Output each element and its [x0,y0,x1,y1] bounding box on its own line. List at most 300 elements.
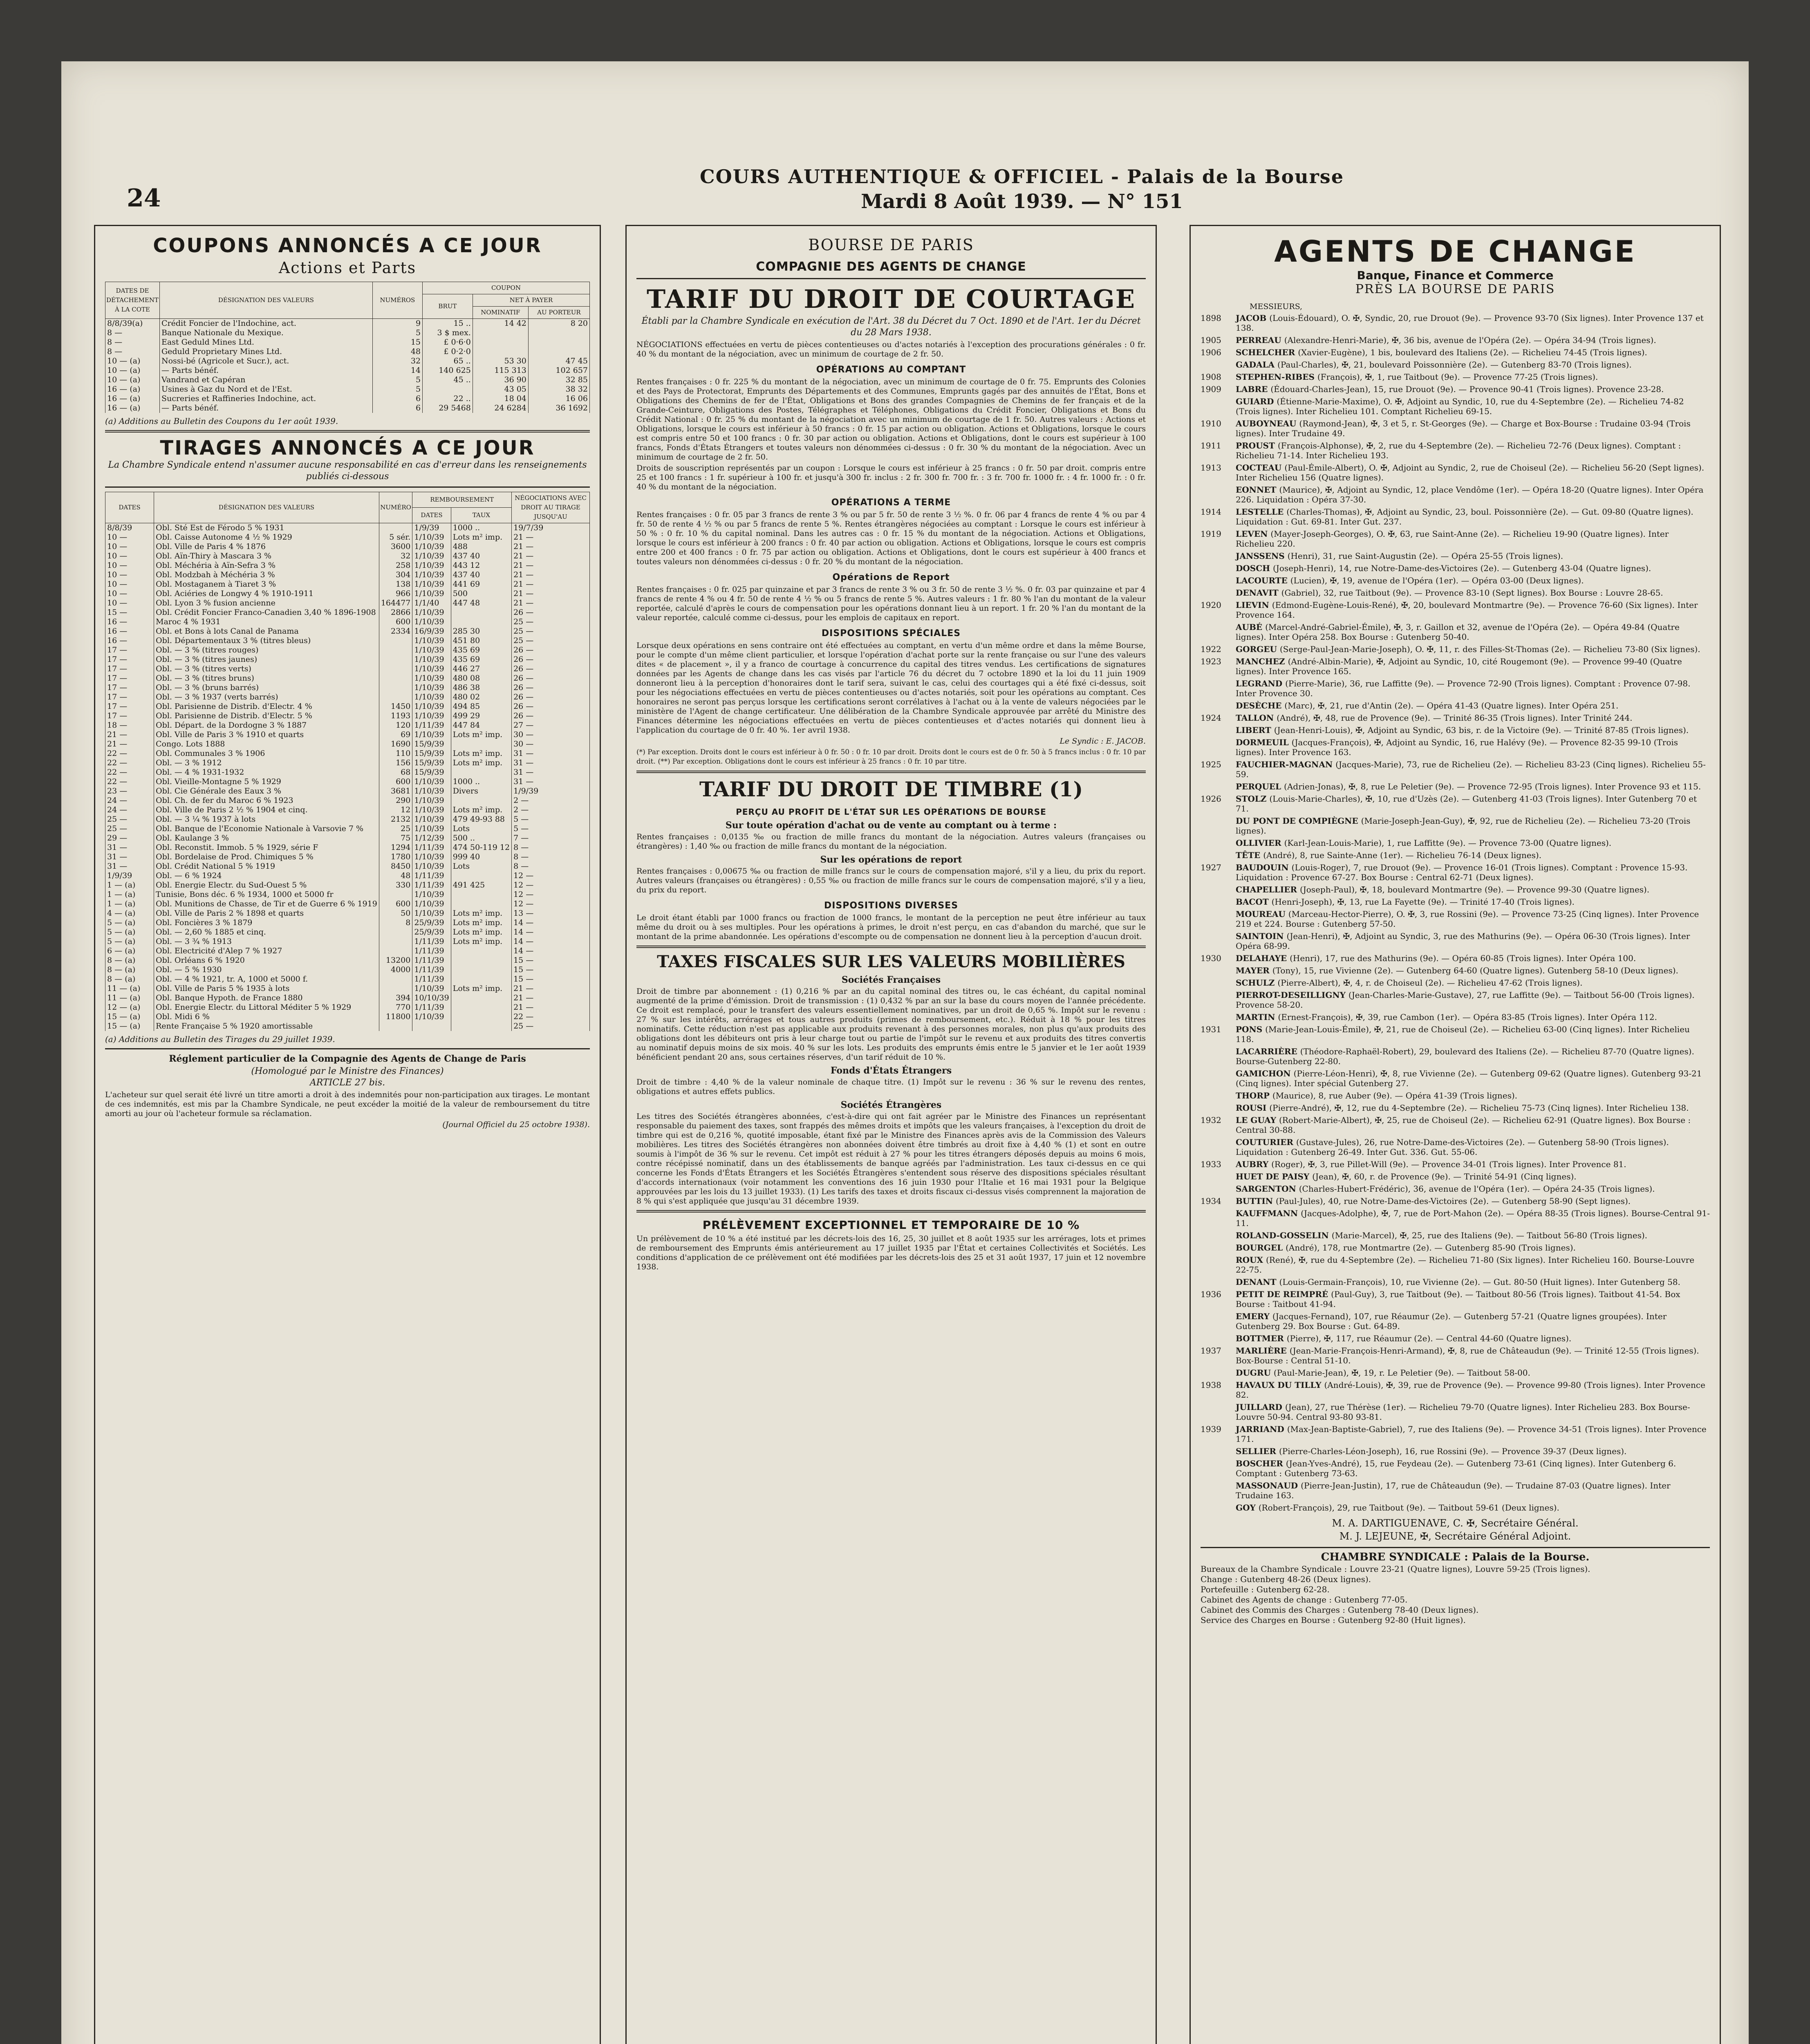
cell-negociation: 31 — [512,777,590,787]
cell-number [379,674,412,683]
agent-year: 1931 [1201,1024,1221,1034]
cell-negociation: 26 — [512,711,590,721]
agent-details: (Maurice), ✠, Adjoint au Syndic, 12, place Vendôme (1er). — Opéra 18-20 (Quatre lignes). Inter Opéra 226. Liquidation : Opéra 37-30. [1236,485,1704,504]
cell-designation: Obl. Lyon 3 % fusion ancienne [154,598,379,608]
table-row [105,683,590,693]
agent-year: 1934 [1201,1196,1221,1206]
cell-number: 32 [372,356,422,366]
col-nominatif: NOMINATIF [473,307,528,319]
cell-nominatif: 53 30 [473,356,528,366]
table-row [105,645,590,655]
cell-number: 13200 [379,956,412,965]
cell-remb-date: 1/10/39 [412,655,451,664]
cell-designation: Crédit Foncier de l'Indochine, act. [159,319,372,329]
cell-remb-date: 1/10/39 [412,542,451,551]
cell-remb-date: 1/10/39 [412,533,451,542]
chamber-line: Cabinet des Commis des Charges : Gutenberg 78-40 (Deux lignes). [1201,1605,1479,1615]
cell-taux: Lots m² imp. [451,918,511,928]
agent-entry [1201,1137,1710,1157]
agent-details: (Charles-Thomas), ✠, Adjoint au Syndic, 23, boul. Poissonnière (2e). — Gut. 09-80 (Quatre lignes). Liquidation : Gut. 69-81. Inter Gut. 237. [1236,507,1694,527]
agent-name: MOUREAU [1236,909,1288,919]
taxes-title: TAXES FISCALES SUR LES VALEURS MOBILIÈRES [657,952,1125,971]
cell-taux: Lots [451,824,511,834]
cell-brut: 3 $ mex. [423,328,473,338]
coupons-body [105,319,590,413]
cell-negociation: 8 — [512,843,590,852]
cell-nominatif: 43 05 [473,385,528,394]
cell-designation: Congo. Lots 1888 [154,740,379,749]
agent-entry [1201,1311,1710,1331]
agent-details: (Pierre-Jean-Justin), 17, rue de Châteaudun (9e). — Trudaine 87-03 (Quatre lignes). Inter Trudaine 163. [1236,1481,1671,1500]
cell-date: 10 — [105,598,154,608]
agent-name: MAYER [1236,966,1272,975]
agent-year: 1925 [1201,760,1221,769]
agent-name: ROUSI [1236,1103,1270,1113]
cell-negociation: 8 — [512,852,590,862]
cell-date: 17 — [105,693,154,702]
cell-porteur: 8 20 [528,319,589,329]
cell-date: 31 — [105,852,154,862]
cell-designation: Obl. Bordelaise de Prod. Chimiques 5 % [154,852,379,862]
cell-negociation: 19/7/39 [512,523,590,533]
negociations-text: NÉGOCIATIONS effectuées en vertu de pièces contentieuses ou d'actes notariés à l'exception des procurations générales : 0 fr. 40 % du montant de la négociation, avec un minimum de courtage de 2 fr. 50. [636,340,1146,359]
comptant-text: Rentes françaises : 0 fr. 225 % du montant de la négociation, avec un minimum de courtage de 0 fr. 75. Emprunts des Colonies et des Pays de Protectorat, Emprunts des Départements et des Communes, Emprunts gagés par des annuités de l'État, Bons et Obligations des Chemins de fer de l'État, Obligations et Bons des grandes Compagnies de Chemins de fer français et de la Grande-Ceinture, Obligations des Postes, Télégraphes et Téléphones, Obligations du Crédit Foncier, Obligations et Bons du Crédit National : 0 fr. 25 % du montant de la négociation avec un minimum de courtage de 1 fr. 50. Autres valeurs : Actions et Obligations, lorsque le cours est inférieur à 50 francs : 0 fr. 15 par action ou obligation. Actions et Obligations, lorsque le cours est compris entre 50 et 100 francs : 0 fr. 30 par action ou obligation. Actions et Obligations, dont le cours est supérieur à 100 francs, Fonds d'États Étrangers et toutes valeurs non dénommées ci-dessus : 0 fr. 30 % du montant de la négociation. Avec un minimum de courtage de 2 fr. 50. [636,377,1146,462]
agent-details: (Henri), 31, rue Saint-Augustin (2e). — Opéra 25-55 (Trois lignes). [1287,551,1564,561]
agent-name: EMERY [1236,1311,1272,1321]
cell-taux: 451 80 [451,636,511,645]
cell-designation: Obl. Crédit National 5 % 1919 [154,862,379,871]
agent-entry [1201,931,1710,951]
cell-designation: Obl. Foncières 3 % 1879 [154,918,379,928]
cell-taux [451,871,511,881]
agent-name: BAUDOUIN [1236,863,1292,872]
cell-date: 23 — [105,787,154,796]
cell-negociation: 26 — [512,693,590,702]
divider [105,486,590,488]
cell-remb-date: 1/10/39 [412,589,451,598]
col-remb-dates: DATES [412,508,451,523]
agent-details: (Théodore-Raphaël-Robert), 29, boulevard des Italiens (2e). — Richelieu 87-70 (Quatre lignes). Bourse-Gutenberg 22-80. [1236,1047,1694,1066]
table-row [105,824,590,834]
cell-taux: 443 12 [451,561,511,570]
agent-entry [1201,863,1710,882]
table-row [105,956,590,965]
cell-taux: Lots m² imp. [451,749,511,758]
soc-fr-text: Droit de timbre par abonnement : (1) 0,216 % par an du capital nominal des titres ou, le cas échéant, du capital nominal augmenté de la prime d'émission. Droit de transmission : (1) 0,432 % par an sur la base du cours moyen de l'année précédente. Ce droit est remplacé, pour le transfert des valeurs essentiellement nominatives, par un droit de 0,65 %. Impôt sur le revenu : 27 % sur les intérêts, arrérages et tous autres produits (primes de remboursement, etc.). Réduit à 18 % pour les titres nominatifs. Cette réduction n'est pas applicable aux produits revenant à des personnes morales, non plus qu'aux produits des obligations dont les débiteurs ont pris à leur charge tout ou partie de l'impôt sur le revenu et aux produits des titres convertis au nominatif depuis moins de six mois. 40 % sur les lots. Les produits des emprunts émis entre le 5 janvier et le 1er août 1939 bénéficient pendant 20 ans, sous certaines réserves, d'un tarif réduit de 10 %. [636,987,1146,1062]
agent-entry [1201,966,1710,975]
tirages-table [105,492,590,1031]
cell-remb-date: 1/10/39 [412,984,451,993]
cell-date: 1 — (a) [105,890,154,899]
cell-nominatif: 14 42 [473,319,528,329]
cell-number [379,946,412,956]
cell-number: 9 [372,319,422,329]
agent-name: DENAVIT [1236,588,1281,598]
cell-designation: Obl. — 3 % (titres rouges) [154,645,379,655]
agent-entry [1201,1334,1710,1343]
agent-entry [1201,657,1710,676]
chamber-line: Portefeuille : Gutenberg 62-28. [1201,1585,1330,1594]
agent-year: 1923 [1201,657,1221,666]
timbre-report-head: Sur les opérations de report [820,854,962,865]
agent-name: CHAPELLIER [1236,885,1300,894]
table-row [105,664,590,674]
agent-details: (Jacques-Adolphe), ✠, 7, rue de Port-Mahon (2e). — Opéra 88-35 (Trois lignes). Bourse-Central 91-11. [1236,1208,1710,1228]
agent-details: (Henri-Joseph), ✠, 13, rue La Fayette (9e). — Trinité 17-40 (Trois lignes). [1271,897,1575,907]
cell-taux [451,1022,511,1031]
cell-date: 16 — [105,617,154,627]
cell-number: 8450 [379,862,412,871]
cell-date: 16 — (a) [105,403,160,413]
cell-remb-date: 15/9/39 [412,768,451,777]
agent-details: (Jean-Yves-André), 15, rue Feydeau (2e). — Gutenberg 73-61 (Cinq lignes). Inter Gutenberg 6. Comptant : Gutenberg 73-63. [1236,1459,1676,1478]
agent-entry [1201,782,1710,791]
agent-entry [1201,419,1710,438]
cell-negociation: 12 — [512,899,590,909]
agent-details: (Ernest-François), ✠, 39, rue Cambon (1er). — Opéra 83-85 (Trois lignes). Inter Opéra 112. [1278,1012,1657,1022]
cell-remb-date: 16/9/39 [412,627,451,636]
cell-designation: Obl. — 5 % 1930 [154,965,379,975]
cell-taux: 499 29 [451,711,511,721]
cell-number [379,975,412,984]
col-net: NET À PAYER [473,294,589,307]
cell-remb-date: 1/11/39 [412,1003,451,1012]
cell-designation: Obl. Ville de Paris 3 % 1910 et quarts [154,730,379,740]
table-row [105,702,590,711]
agent-name: JUILLARD [1236,1402,1285,1412]
cell-designation: Obl. Caisse Autonome 4 ½ % 1929 [154,533,379,542]
agent-entry [1201,1159,1710,1169]
cell-negociation: 21 — [512,533,590,542]
agent-entry [1201,1255,1710,1275]
agent-details: (Paul-Charles), ✠, 21, boulevard Poissonnière (2e). — Gutenberg 83-70 (Trois lignes). [1277,360,1632,370]
cell-remb-date: 1/11/39 [412,946,451,956]
agent-entry [1201,701,1710,710]
cell-date: 15 — (a) [105,1012,154,1022]
agent-name: JARRIAND [1236,1424,1287,1434]
cell-remb-date: 1/1/40 [412,598,451,608]
cell-date: 8 — (a) [105,975,154,984]
cell-date: 17 — [105,683,154,693]
cell-designation: Obl. Banque Hypoth. de France 1880 [154,993,379,1003]
cell-remb-date: 25/9/39 [412,928,451,937]
cell-negociation: 31 — [512,768,590,777]
agent-name: DESÈCHE [1236,701,1285,710]
divider [636,771,1146,773]
cell-negociation: 21 — [512,984,590,993]
agent-entry [1201,885,1710,894]
cell-designation: Obl. Crédit Foncier Franco-Canadien 3,40 % 1896-1908 [154,608,379,617]
agent-name: LEVEN [1236,529,1271,539]
agent-entry [1201,1047,1710,1066]
cell-negociation: 21 — [512,1003,590,1012]
agent-details: (Tony), 15, rue Vivienne (2e). — Gutenberg 64-60 (Quatre lignes). Gutenberg 58-10 (Deux lignes). [1272,966,1678,975]
agent-entry [1201,794,1710,814]
cell-designation: Obl. Electricité d'Alep 7 % 1927 [154,946,379,956]
cell-porteur [528,328,589,338]
cell-designation: Obl. Cie Générale des Eaux 3 % [154,787,379,796]
cell-remb-date: 1/10/39 [412,617,451,627]
table-row [105,356,590,366]
cell-negociation: 12 — [512,890,590,899]
agent-details: (André), 178, rue Montmartre (2e). — Gutenberg 85-90 (Trois lignes). [1286,1243,1576,1253]
table-row [105,730,590,740]
cell-remb-date: 1/10/39 [412,608,451,617]
cell-date: 22 — [105,777,154,787]
chamber-line: Bureaux de la Chambre Syndicale : Louvre 23-21 (Quatre lignes), Louvre 59-25 (Trois lignes). [1201,1564,1590,1574]
cell-designation: Maroc 4 % 1931 [154,617,379,627]
col-porteur: AU PORTEUR [528,307,589,319]
cell-negociation: 14 — [512,918,590,928]
cell-taux: Divers [451,787,511,796]
cell-number: 3681 [379,787,412,796]
cell-taux: 494 85 [451,702,511,711]
col-remb-taux: TAUX [451,508,511,523]
table-row [105,937,590,946]
agent-name: HAVAUX DU TILLY [1236,1380,1324,1390]
cell-negociation: 2 — [512,805,590,815]
table-row [105,551,590,561]
agent-year: 1910 [1201,419,1221,428]
table-row [105,768,590,777]
cell-number: 770 [379,1003,412,1012]
cell-negociation: 21 — [512,551,590,561]
agent-details: (Pierre-André), ✠, 12, rue du 4-Septembre (2e). — Richelieu 75-73 (Cinq lignes). Inter Richelieu 138. [1269,1103,1689,1113]
agent-name: LIBERT [1236,725,1274,735]
agent-details: (Jacques-François), ✠, Adjoint au Syndic, 16, rue Halévy (9e). — Provence 82-35 99-10 (Trois lignes). Inter Provence 163. [1236,737,1678,757]
cell-number: 5 [372,328,422,338]
table-row [105,852,590,862]
table-row [105,890,590,899]
coupons-subtitle: Actions et Parts [278,259,417,277]
cell-designation: Obl. Parisienne de Distrib. d'Electr. 5 % [154,711,379,721]
cell-number: 2334 [379,627,412,636]
agent-name: OLLIVIER [1236,838,1284,848]
table-row [105,928,590,937]
cell-designation: Obl. — 3 % (titres jaunes) [154,655,379,664]
cell-date: 25 — [105,824,154,834]
agent-name: PERREAU [1236,335,1284,345]
agent-entry [1201,1230,1710,1240]
agent-details: (Louis-Germain-François), 10, rue Vivienne (2e). — Gut. 80-50 (Huit lignes). Inter Gutenberg 58. [1279,1277,1680,1287]
agent-entry [1201,563,1710,573]
agent-year: 1908 [1201,372,1221,382]
cell-date: 15 — (a) [105,1022,154,1031]
cell-designation: Obl. — 3 % 1937 (verts barrés) [154,693,379,702]
cell-designation: Rente Française 5 % 1920 amortissable [154,1022,379,1031]
agent-entry [1201,1368,1710,1378]
agent-year: 1898 [1201,313,1221,323]
cell-taux [451,617,511,627]
agent-entry [1201,737,1710,757]
cell-taux [451,975,511,984]
agent-entry [1201,644,1710,654]
cell-remb-date: 1/11/39 [412,721,451,730]
col-remboursement: REMBOURSEMENT [412,492,512,508]
cell-remb-date: 1/11/39 [412,965,451,975]
comptant-title: OPÉRATIONS AU COMPTANT [816,365,966,375]
cell-negociation: 14 — [512,937,590,946]
cell-number [379,928,412,937]
cell-negociation: 21 — [512,570,590,580]
diverses-text: Le droit étant établi par 1000 francs ou fraction de 1000 francs, le montant de la perception ne peut être inférieur au taux même du droit ou à ses multiples. Pour les opérations à primes, le droit n'est perçu, en cas d'abandon du marché, que sur le montant de la prime abandonnée. Les opérations d'escompte ou de compensation ne donnent lieu à la perception d'aucun droit. [636,913,1146,941]
table-row [105,608,590,617]
agent-details: (Max-Jean-Baptiste-Gabriel), 7, rue des Italiens (9e). — Provence 34-51 (Trois lignes). Inter Provence 171. [1236,1424,1707,1444]
cell-designation: Nossi-bé (Agricole et Sucr.), act. [159,356,372,366]
cell-taux: 491 425 [451,881,511,890]
agent-details: (Jean), ✠, 60, r. de Provence (9e). — Trinité 54-91 (Cinq lignes). [1312,1172,1577,1181]
agent-details: (Paul-Émile-Albert), O. ✠, Adjoint au Syndic, 2, rue de Choiseul (2e). — Richelieu 56-20 (Sept lignes). Inter Richelieu 156 (Quatre lignes). [1236,463,1705,482]
table-row [105,721,590,730]
cell-designation: Sucreries et Raffineries Indochine, act. [159,394,372,403]
cell-number: 1780 [379,852,412,862]
cell-remb-date: 25/9/39 [412,918,451,928]
coupons-title: COUPONS ANNONCÉS A CE JOUR [153,234,542,257]
cell-remb-date: 1/10/39 [412,890,451,899]
chamber-line: Service des Charges en Bourse : Gutenberg 92-80 (Huit lignes). [1201,1615,1466,1625]
table-row [105,815,590,824]
cell-taux: Lots m² imp. [451,928,511,937]
table-row [105,375,590,385]
agent-entry [1201,360,1710,370]
fonds-title: Fonds d'États Étrangers [830,1065,952,1076]
cell-remb-date: 1/10/39 [412,636,451,645]
cell-nominatif: 115 313 [473,366,528,375]
agent-name: GUIARD [1236,397,1277,406]
agent-year: 1938 [1201,1380,1221,1390]
agent-name: GOY [1236,1503,1259,1513]
cell-remb-date: 1/10/39 [412,805,451,815]
table-row [105,570,590,580]
cell-taux: 486 38 [451,683,511,693]
agent-name: DU PONT DE COMPIÈGNE [1236,816,1361,826]
agent-details: (Gustave-Jules), 26, rue Notre-Dame-des-Victoires (2e). — Gutenberg 58-90 (Trois lignes). Liquidation : Gutenberg 26-49. Inter Gut. 336. Gut. 55-06. [1236,1137,1669,1157]
cell-number: 600 [379,777,412,787]
cell-porteur: 32 85 [528,375,589,385]
cell-number: 156 [379,758,412,768]
cell-taux: 500 [451,589,511,598]
cell-taux [451,768,511,777]
cell-taux: 437 40 [451,570,511,580]
cell-remb-date: 1/10/39 [412,899,451,909]
cell-number: 110 [379,749,412,758]
agent-name: BOSCHER [1236,1459,1286,1468]
cell-designation: — Parts bénéf. [159,403,372,413]
agent-entry [1201,990,1710,1010]
col-brut: BRUT [423,294,473,319]
agent-name: JACOB [1236,313,1270,323]
agent-name: LESTELLE [1236,507,1287,517]
table-row [105,862,590,871]
cell-remb-date: 1/10/39 [412,777,451,787]
cell-date: 12 — (a) [105,1003,154,1012]
agent-details: (Joseph-Paul), ✠, 18, boulevard Montmartre (9e). — Provence 99-30 (Quatre lignes). [1299,885,1650,894]
agent-details: (André), ✠, 48, rue de Provence (9e). — Trinité 86-35 (Trois lignes). Inter Trinité 244. [1277,713,1633,723]
agent-entry [1201,838,1710,848]
agent-details: (Paul-Guy), 3, rue Taitbout (9e). — Taitbout 80-56 (Trois lignes). Taitbout 41-54. Box Bourse : Taitbout 41-94. [1236,1289,1680,1309]
agent-name: ROUX [1236,1255,1266,1265]
cell-remb-date: 1/10/39 [412,702,451,711]
cell-number: 2132 [379,815,412,824]
cell-date: 10 — [105,561,154,570]
agent-entry [1201,372,1710,382]
agent-entry [1201,978,1710,988]
agent-name: BACOT [1236,897,1272,907]
cell-designation: Obl. Communales 3 % 1906 [154,749,379,758]
reglement-title: Réglement particulier de la Compagnie des Agents de Change de Paris [169,1053,526,1064]
agent-name: GAMICHON [1236,1069,1294,1078]
cell-designation: East Geduld Mines Ltd. [159,338,372,347]
cell-designation: Obl. Reconstit. Immob. 5 % 1929, série F [154,843,379,852]
agent-entry [1201,347,1710,357]
cell-designation: Obl. Banque de l'Economie Nationale à Varsovie 7 % [154,824,379,834]
cell-date: 31 — [105,843,154,852]
agent-year: 1922 [1201,644,1221,654]
agent-entry [1201,485,1710,504]
agent-year: 1936 [1201,1289,1221,1299]
tarif-subtitle: Établi par la Chambre Syndicale en exécution de l'Art. 38 du Décret du 7 Oct. 1890 et de l'Art. 1er du Décret du 28 Mars 1938. [641,316,1141,338]
table-row [105,580,590,589]
cell-number: 48 [372,347,422,356]
cell-negociation: 26 — [512,674,590,683]
table-row [105,993,590,1003]
cell-taux: Lots m² imp. [451,533,511,542]
agent-year: 1920 [1201,600,1221,610]
cell-number: 6 [372,403,422,413]
agent-details: (Karl-Jean-Louis-Marie), 1, rue Laffitte (9e). — Provence 73-00 (Quatre lignes). [1284,838,1612,848]
cell-designation: Obl. Mostaganem à Tiaret 3 % [154,580,379,589]
timbre-subtitle: PERÇU AU PROFIT DE L'ÉTAT SUR LES OPÉRATIONS DE BOURSE [736,807,1046,817]
table-row [105,749,590,758]
agent-entry [1201,1402,1710,1422]
agent-details: (Pierre-Léon-Henri), ✠, 8, rue Vivienne (2e). — Gutenberg 09-62 (Quatre lignes). Gutenberg 93-21 (Cinq lignes). Inter spécial Gutenberg 27. [1236,1069,1702,1088]
cell-nominatif [473,338,528,347]
agent-entry [1201,600,1710,620]
cell-date: 24 — [105,805,154,815]
agent-name: AUBÉ [1236,622,1266,632]
agent-details: (Robert-Marie-Albert), ✠, 25, rue de Choiseul (2e). — Richelieu 62-91 (Quatre lignes). Box Bourse : Central 30-88. [1236,1115,1691,1135]
tirages-body [105,523,590,1031]
col-coupon: COUPON [423,282,590,294]
cell-negociation: 2 — [512,796,590,805]
cell-date: 10 — [105,542,154,551]
table-row [105,385,590,394]
agent-details: (Jean-Henri), ✠, Adjoint au Syndic, 3, rue des Mathurins (9e). — Opéra 06-30 (Trois lignes). Inter Opéra 68-99. [1236,931,1690,951]
agent-name: LACOURTE [1236,576,1290,585]
footnotes: (*) Par exception. Droits dont le cours est inférieur à 0 fr. 50 : 0 fr. 10 par droit. Droits dont le cours est de 0 fr. 50 à 5 francs inclus : 0 fr. 10 par droit. (**) Par exception. Obligations dont le cours est inférieur à 25 francs : 0 fr. 10 par titre. [636,748,1146,766]
cell-taux [451,890,511,899]
agent-name: BOURGEL [1236,1243,1286,1253]
cell-negociation: 21 — [512,580,590,589]
cell-porteur: 38 32 [528,385,589,394]
table-row [105,1012,590,1022]
agent-entry [1201,1103,1710,1113]
chamber-title: CHAMBRE SYNDICALE : Palais de la Bourse. [1321,1551,1590,1563]
col-dates: DATES DE DÉTACHEMENT À LA COTE [105,282,160,319]
agent-name: AUBOYNEAU [1236,419,1299,428]
table-row [105,533,590,542]
middle-column [625,225,1157,2044]
agent-name: MARLIÈRE [1236,1346,1290,1356]
table-row [105,787,590,796]
cell-taux: 999 40 [451,852,511,862]
cell-negociation: 25 — [512,636,590,645]
col-designation: DÉSIGNATION DES VALEURS [159,282,372,319]
cell-designation: Obl. Ville de Paris 5 % 1935 à lots [154,984,379,993]
agent-name: ROLAND-GOSSELIN [1236,1230,1332,1240]
cell-date: 5 — (a) [105,918,154,928]
cell-porteur: 47 45 [528,356,589,366]
